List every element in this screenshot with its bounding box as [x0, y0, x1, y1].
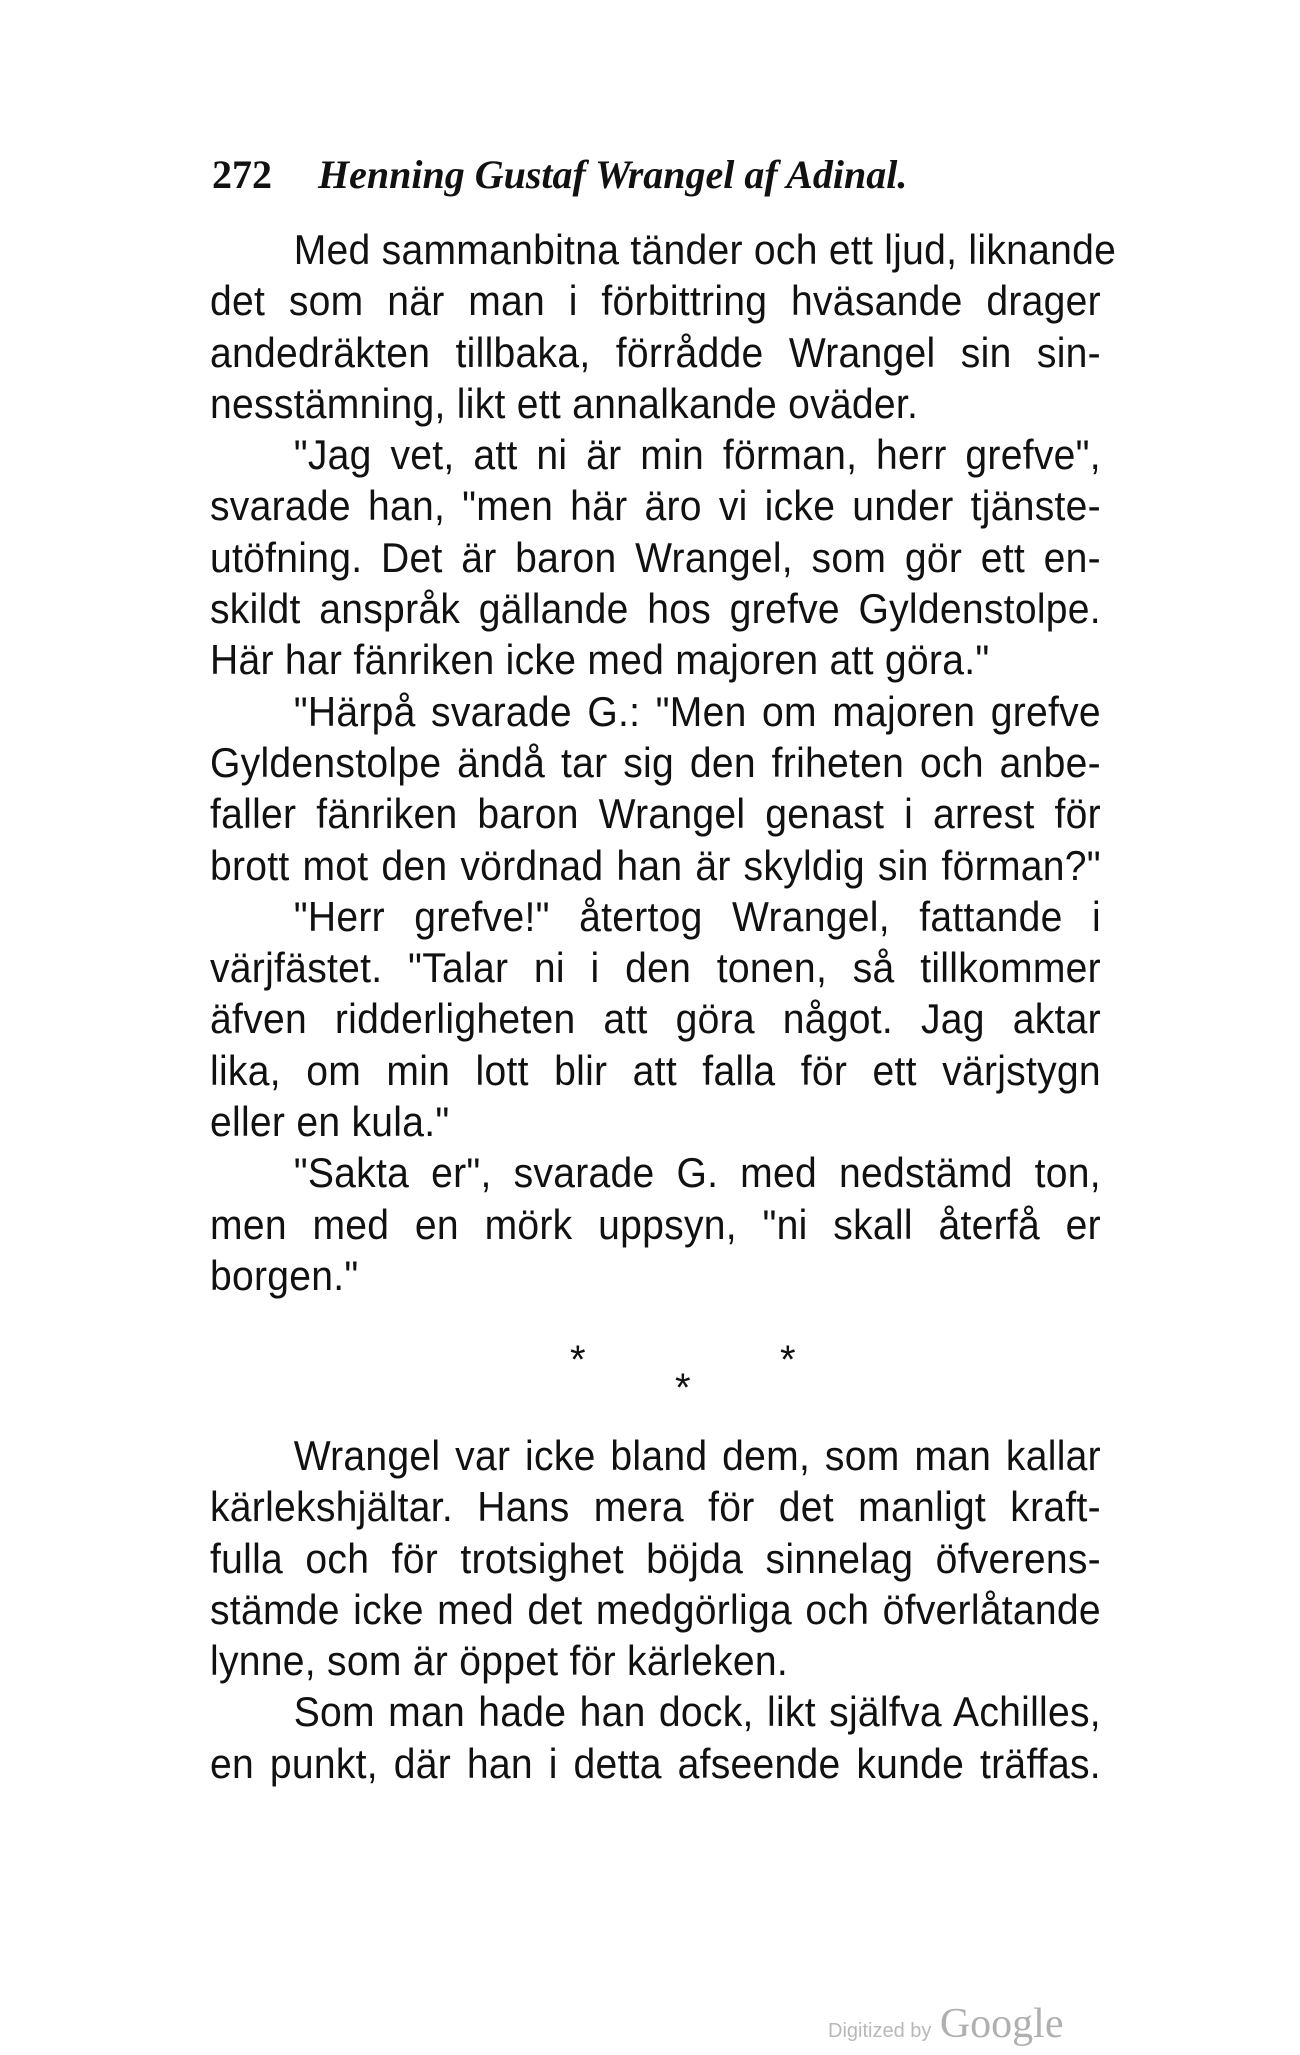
section-separator-asterisk: *	[675, 1366, 691, 1410]
text-line: Som man hade han dock, likt själfva Achilles,	[293, 1688, 1101, 1736]
text-line: Gyldenstolpe ändå tar sig den friheten och anbe-	[210, 738, 1101, 786]
text-line: men med en mörk uppsyn, "ni skall återfå er	[210, 1200, 1101, 1248]
text-line: svarade han, "men här äro vi icke under tjänste-	[210, 482, 1101, 530]
text-line: Med sammanbitna tänder och ett ljud, liknande	[293, 226, 1117, 273]
google-logo: Google	[939, 2001, 1064, 2047]
text-line: äfven ridderligheten att göra något. Jag aktar	[210, 995, 1101, 1043]
text-line: borgen."	[210, 1251, 359, 1299]
running-header	[212, 150, 1112, 200]
text-line: värjfästet. "Talar ni i den tonen, så tillkommer	[210, 944, 1101, 992]
text-line: faller fänriken baron Wrangel genast i arrest för	[210, 790, 1101, 838]
digitized-by-label: Digitized by	[828, 2020, 932, 2042]
text-line: Här har fänriken icke med majoren att göra."	[210, 636, 990, 684]
text-line: Wrangel var icke bland dem, som man kallar	[293, 1432, 1101, 1479]
text-line: nesstämning, likt ett annalkande oväder.	[210, 379, 919, 427]
text-line: fulla och för trotsighet böjda sinnelag öfverens-	[210, 1534, 1101, 1582]
text-line: lika, om min lott blir att falla för ett värjstygn	[210, 1046, 1101, 1094]
digitized-watermark	[828, 2000, 1064, 2048]
section-separator-asterisk: *	[780, 1338, 796, 1382]
text-line: "Jag vet, att ni är min förman, herr grefve",	[293, 431, 1101, 479]
text-block-dialogue	[210, 224, 1117, 1301]
text-line: en punkt, där han i detta afseende kunde träffas.	[210, 1739, 1101, 1787]
page-number: 272	[212, 152, 272, 197]
text-line: det som när man i förbittring hväsande drager	[210, 277, 1101, 325]
text-block-narrative	[210, 1430, 1101, 1789]
text-line: kärlekshjältar. Hans mera för det manligt kraft-	[210, 1483, 1101, 1531]
text-line: "Sakta er", svarade G. med nedstämd ton,	[293, 1149, 1101, 1197]
running-title: Henning Gustaf Wrangel af Adinal.	[318, 152, 908, 197]
text-line: skildt anspråk gällande hos grefve Gyldenstolpe.	[210, 585, 1101, 633]
text-line: lynne, som är öppet för kärleken.	[210, 1637, 789, 1685]
text-line: stämde icke med det medgörliga och öfverlåtande	[210, 1585, 1101, 1633]
text-line: andedräkten tillbaka, förrådde Wrangel sin sin-	[210, 328, 1101, 376]
section-separator-asterisk: *	[570, 1338, 586, 1382]
text-line: "Herr grefve!" återtog Wrangel, fattande i	[293, 892, 1101, 940]
text-line: "Härpå svarade G.: "Men om majoren grefve	[293, 687, 1101, 735]
text-line: eller en kula."	[210, 1098, 450, 1146]
text-line: utöfning. Det är baron Wrangel, som gör ett en-	[210, 533, 1101, 581]
text-line: brott mot den vördnad han är skyldig sin förman?"	[210, 841, 1101, 889]
